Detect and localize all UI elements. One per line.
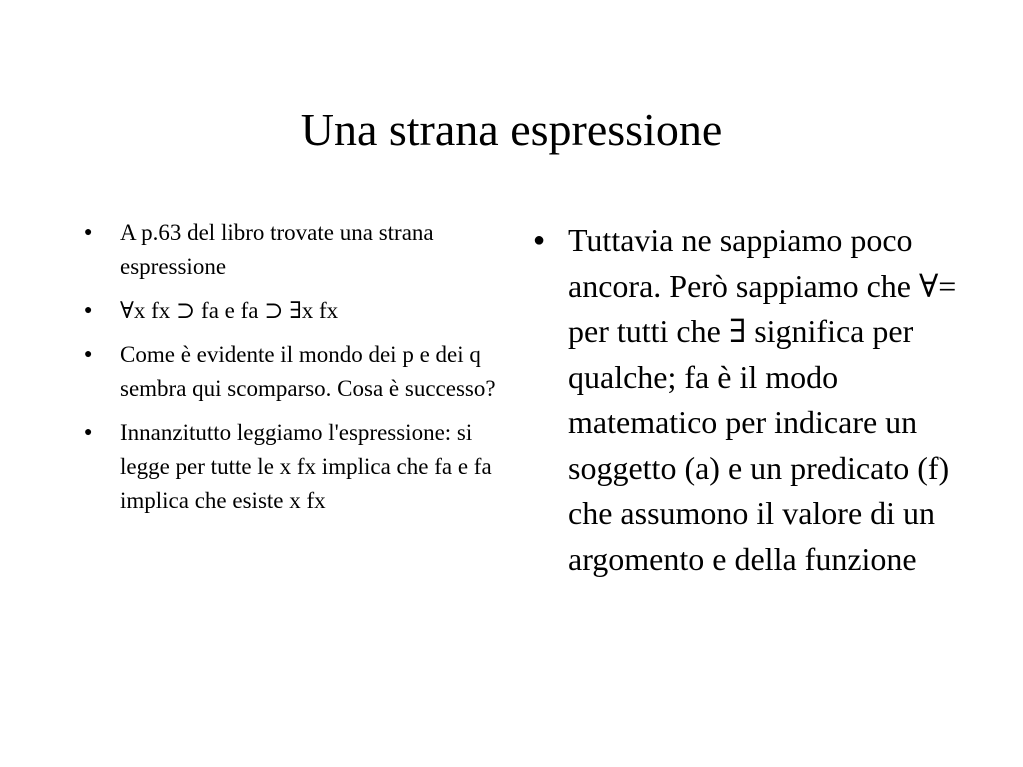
right-bullet-list (531, 218, 961, 582)
bullet-icon: ● (84, 425, 93, 440)
left-column (84, 216, 504, 528)
bullet-icon: ● (84, 225, 93, 240)
list-item-text: ∀x fx ⊃ fa e fa ⊃ ∃x fx (120, 298, 339, 323)
right-column (531, 218, 961, 582)
list-item (84, 294, 504, 328)
bullet-icon: ● (533, 229, 546, 251)
left-bullet-list (84, 216, 504, 518)
bullet-icon: ● (84, 347, 93, 362)
list-item (84, 416, 504, 518)
list-item-text: Come è evidente il mondo dei p e dei q sembra qui scomparso. Cosa è successo? (120, 342, 496, 401)
list-item (84, 338, 504, 406)
slide-title: Una strana espressione (300, 104, 723, 155)
list-item (531, 218, 961, 582)
list-item-text: A p.63 del libro trovate una strana espressione (120, 220, 434, 279)
bullet-icon: ● (84, 303, 93, 318)
list-item-text: Tuttavia ne sappiamo poco ancora. Però sappiamo che ∀= per tutti che ∃ significa per qualche; fa è il modo matematico per indicare un soggetto (a) e un predicato (f) che assumono il valore di un argomento e della funzione (568, 222, 957, 577)
list-item-text: Innanzitutto leggiamo l'espressione: si legge per tutte le x fx implica che fa e fa implica che esiste x fx (120, 420, 492, 513)
list-item (84, 216, 504, 284)
